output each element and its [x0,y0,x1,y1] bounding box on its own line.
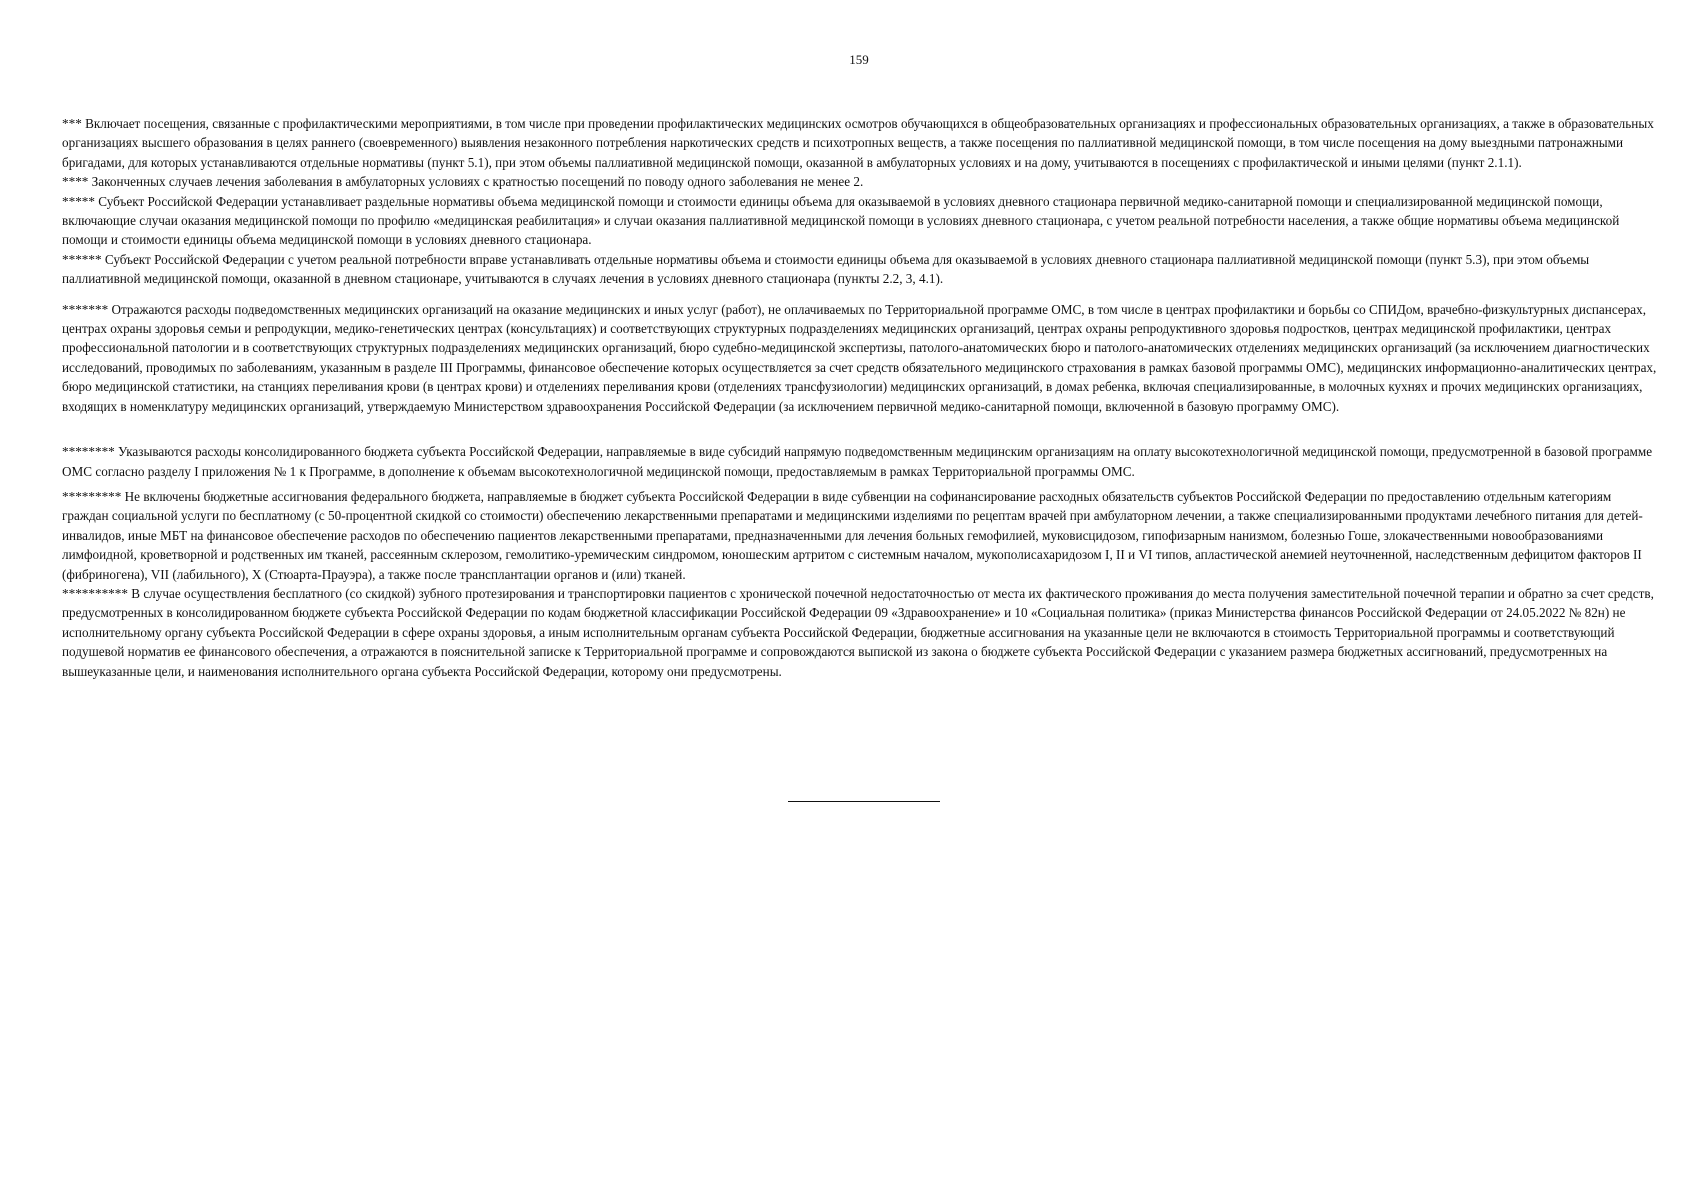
footnote-5-stars [62,192,1658,250]
footnote-7-stars [62,300,1658,416]
footnote-text: Включает посещения, связанные с профилактическими мероприятиями, в том числе при проведении профилактических медицинских осмотров обучающихся в общеобразовательных организациях и профессиональных образовательных организациях, а также в образовательных организациях высшего образования в целях раннего (своевременного) выявления незаконного потребления наркотических средств и психотропных веществ, а также посещения по паллиативной медицинской помощи, в том числе посещения на дому выездными патронажными бригадами, для которых устанавливаются отдельные нормативы (пункт 5.1), при этом объемы паллиативной медицинской помощи, оказанной в амбулаторных условиях и на дому, учитываются в посещениях с профилактической и иными целями (пункт 2.1.1). [62,116,1654,170]
footnote-text: Указываются расходы консолидированного бюджета субъекта Российской Федерации, направляемые в виде субсидий напрямую подведомственным медицинским организациям на оплату высокотехнологичной медицинской помощи, предусмотренной в базовой программе ОМС согласно разделу I приложения № 1 к Программе, в дополнение к объемам высокотехнологичной медицинской помощи, предоставляемым в рамках Территориальной программы ОМС. [62,444,1653,479]
footnote-marker: ********* [62,488,122,504]
footnote-text: Субъект Российской Федерации с учетом реальной потребности вправе устанавливать отдельные нормативы объема и стоимости единицы объема для оказываемой в условиях дневного стационара паллиативной медицинской помощи (пункт 5.3), при этом объемы паллиативной медицинской помощи, оказанной в дневном стационаре, учитываются в случаях лечения в условиях дневного стационара (пункты 2.2, 3, 4.1). [62,251,1590,287]
footnote-marker: **** [62,174,89,190]
footnote-text: Законченных случаев лечения заболевания в амбулаторных условиях с кратностью посещений по поводу одного заболевания не менее 2. [91,174,864,190]
footnote-marker: ********** [62,585,128,601]
footnote-8-stars [62,442,1658,481]
footnote-marker: ***** [62,193,95,209]
footnote-marker: ******* [62,301,109,317]
footnote-text: Не включены бюджетные ассигнования федерального бюджета, направляемые в бюджет субъекта Российской Федерации в виде субвенции на софинансирование расходных обязательств субъектов Российской Федерации по предоставлению отдельным категориям граждан социальной услуги по бесплатному (с 50-процентной скидкой со стоимости) обеспечению лекарственными препаратами и медицинскими изделиями по рецептам врачей при амбулаторном лечении, а также специализированными продуктами лечебного питания для детей-инвалидов, иные МБТ на финансовое обеспечение расходов по обеспечению пациентов лекарственными препаратами, предназначенными для лечения больных гемофилией, муковисцидозом, гипофизарным нанизмом, болезнью Гоше, злокачественными новообразованиями лимфоидной, кроветворной и родственных им тканей, рассеянным склерозом, гемолитико-уремическим синдромом, юношеским артритом с системным началом, мукополисахаридозом I, II и VI типов, апластической анемией неуточненной, наследственным дефицитом факторов II (фибриногена), VII (лабильного), X (Стюарта-Прауэра), а также после трансплантации органов и (или) тканей. [62,488,1643,582]
footnote-marker: ******** [62,444,115,460]
footnote-marker: ****** [62,251,102,267]
footnote-10-stars [62,584,1658,681]
footnote-text: Отражаются расходы подведомственных медицинских организаций на оказание медицинских и иных услуг (работ), не оплачиваемых по Территориальной программе ОМС, в том числе в центрах профилактики и борьбы со СПИДом, врачебно-физкультурных диспансерах, центрах охраны здоровья семьи и репродукции, медико-генетических центрах (консультациях) и соответствующих структурных подразделениях медицинских организаций, центрах охраны репродуктивного здоровья подростков, центрах медицинской профилактики, центрах профессиональной патологии и в соответствующих структурных подразделениях медицинских организаций, бюро судебно-медицинской экспертизы, патолого-анатомических бюро и патолого-анатомических отделениях медицинских организаций (за исключением диагностических исследований, проводимых по заболеваниям, указанным в разделе III Программы, финансовое обеспечение которых осуществляется за счет средств обязательного медицинского страхования в рамках базовой программы ОМС), медицинских информационно-аналитических центрах, бюро медицинской статистики, на станциях переливания крови (в центрах крови) и отделениях переливания крови (отделениях трансфузиологии) медицинских организаций, в домах ребенка, включая специализированные, в молочных кухнях и прочих медицинских организациях, входящих в номенклатуру медицинских организаций, утверждаемую Министерством здравоохранения Российской Федерации (за исключением первичной медико-санитарной помощи, включенной в базовую программу ОМС). [62,301,1657,414]
footnote-6-stars [62,250,1658,289]
page-number: 159 [849,52,869,67]
footnote-text: В случае осуществления бесплатного (со скидкой) зубного протезирования и транспортировки пациентов с хронической почечной недостаточностью от места их фактического проживания до места получения заместительной почечной терапии и обратно за счет средств, предусмотренных в консолидированном бюджете субъекта Российской Федерации по кодам бюджетной классификации Российской Федерации 09 «Здравоохранение» и 10 «Социальная политика» (приказ Министерства финансов Российской Федерации от 24.05.2022 № 82н) не исполнительному органу субъекта Российской Федерации в сфере охраны здоровья, а иным исполнительным органам субъекта Российской Федерации, бюджетные ассигнования на указанные цели не включаются в стоимость Территориальной программы и соответствующий подушевой норматив ее финансового обеспечения, а отражаются в пояснительной записке к Территориальной программе и сопровождаются выпиской из закона о бюджете субъекта Российской Федерации с указанием размера бюджетных ассигнований, предусмотренных на вышеуказанные цели, и наименования исполнительного органа субъекта Российской Федерации, которому они предусмотрены. [62,585,1654,679]
closing-divider-line [788,801,940,802]
footnote-marker: *** [62,116,82,131]
footnote-9-stars [62,487,1658,584]
footnote-4-stars [62,172,1658,191]
footnote-3-stars [62,114,1658,172]
footnotes-section [62,114,1658,681]
footnote-text: Субъект Российской Федерации устанавливает раздельные нормативы объема медицинской помощи и стоимости единицы объема для оказываемой в условиях дневного стационара первичной медико-санитарной помощи и специализированной медицинской помощи, включающие случаи оказания медицинской помощи по профилю «медицинская реабилитация» и случаи оказания паллиативной медицинской помощи в условиях дневного стационара, с учетом реальной потребности населения, а также общие нормативы объема медицинской помощи и стоимости единицы объема медицинской помощи в условиях дневного стационара. [62,193,1620,248]
